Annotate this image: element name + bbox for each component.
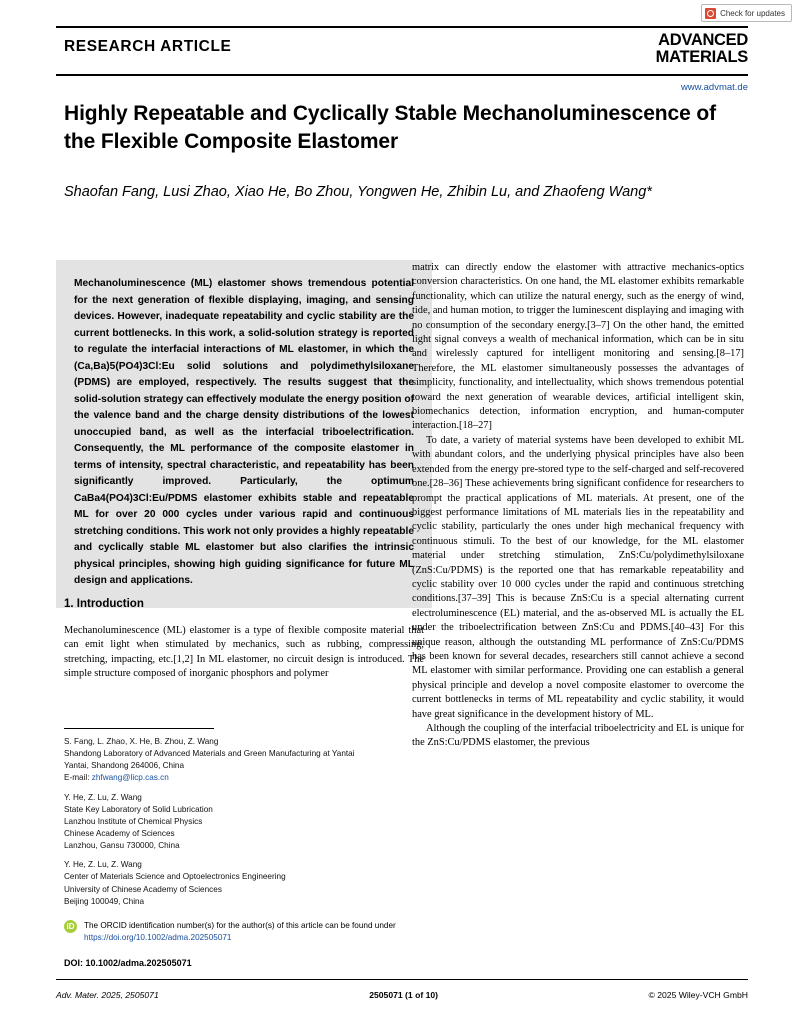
section-heading-introduction: 1. Introduction (64, 598, 144, 610)
header-rule-top (56, 26, 748, 28)
affiliation-line: Lanzhou, Gansu 730000, China (64, 841, 180, 851)
paragraph: matrix can directly endow the elastomer with attractive mechanics-optics conversion characteristics. On one hand, the ML elastomer exhibits remarkable functionality, which can utilize the natural energy, such as the energy of wind, tide, and human motion, to trigger the luminescent displaying and imaging with no consumption of the secondary energy.[3–7] On the other hand, the emitted light signal conveys a wealth of mechanical information, which can be in situ and wirelessly captured for intelligent monitoring and sensing.[8–17] Therefore, the ML elastomer simultaneously possesses the advantages of simplicity, functionality, and intellectuality, which shows tremendous potential toward the next generation of wearable devices, artificial intelligent skin, biomechanics detection, information encryption, and human-computer interaction.[18–27] (412, 262, 744, 432)
affiliation-email (64, 772, 424, 784)
orcid-icon: iD (64, 920, 77, 933)
email-link[interactable]: zhfwang@licp.cas.cn (91, 773, 169, 783)
check-for-updates-label: Check for updates (720, 8, 785, 18)
page-title: Highly Repeatable and Cyclically Stable Mechanoluminescence of the Flexible Composite Elastomer (64, 102, 717, 153)
journal-url-link[interactable]: www.advmat.de (680, 82, 748, 93)
orcid-doi-link[interactable]: https://doi.org/10.1002/adma.202505071 (84, 932, 232, 942)
affiliation-line: Beijing 100049, China (64, 896, 145, 906)
check-for-updates-badge[interactable] (701, 4, 792, 22)
footer-copyright: © 2025 Wiley-VCH GmbH (648, 990, 748, 1000)
abstract-text: Mechanoluminescence (ML) elastomer shows tremendous potential for the next generation of flexible displaying, imaging, and sensing devices. However, inadequate repeatability and cyclic stability are the current bottlenecks. In this work, a solid-solution strategy is reported to regulate the interfacial interactions of ML elastomer, in which the (Ca,Ba)5(PO4)3Cl:Eu solid solutions and polydimethylsiloxane (PDMS) are employed, respectively. The results suggest that the solid-solution strategy can effectively modulate the energy position of the valence band and the charge density distributions of the lowest unoccupied band, as well as the interfacial triboelectrification. Consequently, the ML performance of the composite elastomer in terms of intensity, spectral characteristic, and repeatability has been significantly improved. Particularly, the optimum CaBa4(PO4)3Cl:Eu/PDMS elastomer exhibits stable and repeatable ML for over 20 000 cycles under various rapid and continuous stretching conditions. This work not only provides a highly repeatable and cyclically stable ML elastomer but also clarifies the intrinsic physical principles, showing high guiding significance for future ML design and applications. (74, 278, 414, 587)
orcid-note-text: The ORCID identification number(s) for the author(s) of this article can be found under https://doi.org/10.1002/adma.202505071 (84, 921, 396, 942)
footer-citation: Adv. Mater. 2025, 2505071 (56, 990, 159, 1000)
affiliation-authors: S. Fang, L. Zhao, X. He, B. Zhou, Z. Wang (64, 737, 219, 746)
affiliation-line: Lanzhou Institute of Chemical Physics (64, 816, 203, 826)
affiliation-block (64, 728, 424, 915)
left-column-body (64, 624, 424, 682)
page-footer (56, 990, 748, 1000)
affiliation-line: State Key Laboratory of Solid Lubrication (64, 804, 213, 814)
affiliation-group (64, 859, 424, 908)
affiliation-line: Center of Materials Science and Optoelectronics Engineering (64, 872, 286, 882)
paragraph: Although the coupling of the interfacial triboelectricity and EL is unique for the ZnS:Cu/PDMS elastomer, the previous (412, 723, 744, 749)
abstract-box (56, 260, 432, 608)
affiliation-group (64, 736, 424, 785)
header-rule-bottom (56, 74, 748, 76)
affiliation-line: University of Chinese Academy of Sciences (64, 884, 222, 894)
affiliation-line: Chinese Academy of Sciences (64, 828, 175, 838)
affiliation-rule (64, 728, 214, 729)
affiliation-line: Yantai, Shandong 264006, China (64, 761, 185, 771)
affiliation-authors: Y. He, Z. Lu, Z. Wang (64, 792, 142, 802)
affiliation-authors: Y. He, Z. Lu, Z. Wang (64, 860, 142, 870)
footer-rule (56, 979, 748, 980)
journal-logo (656, 32, 748, 66)
right-column-body (412, 261, 744, 751)
paragraph: To date, a variety of material systems have been developed to exhibit ML with abundant colors, and the underlying physical principles have also been extended from the energy pre-stored type to the self-charged and self-recovered one.[28–36] These achievements bring significant confidence for researchers to prompt the practical applications of ML materials. At present, one of the biggest performance limitations of ML materials lies in the repeatability and cyclic stability, particularly the ones under high mechanical frequency with continuous stimuli. To the best of our knowledge, for the ML elastomer material under stretching stimulation, ZnS:Cu/polydimethylsiloxane (ZnS:Cu/PDMS) is the reported one that has remarkable repeatability and cyclic stability over 10 000 cycles under the rapid and continuous stretching conditions.[37–39] This is because ZnS:Cu is a special alternating current electroluminescence (EL) material, and the as-observed ML is actually the EL under the triboelectrification between ZnS:Cu and PDMS.[40–43] For this unique reason, although the outstanding ML performance of ZnS:Cu/PDMS has been known for several decades, researchers still cannot achieve a second ML elastomer with similar performance. Providing one can establish a general physical principle and develop a novel composite elastomer to overcome the current bottlenecks in terms of ML repeatability and cyclic stability, it would have great significance in the development history of ML. (412, 434, 744, 720)
page-header (56, 26, 748, 93)
refresh-circle-icon (705, 8, 716, 19)
journal-name-line1: ADVANCED (658, 31, 748, 49)
affiliation-group (64, 792, 424, 853)
email-label: E-mail: (64, 773, 90, 783)
footer-page-number: 2505071 (1 of 10) (369, 990, 439, 1000)
journal-name-line2: MATERIALS (655, 47, 748, 66)
affiliation-line: Shandong Laboratory of Advanced Materials and Green Manufacturing at Yantai (64, 749, 355, 759)
article-type-label: RESEARCH ARTICLE (64, 38, 232, 55)
orcid-note (64, 920, 424, 944)
doi-label: DOI: 10.1002/adma.202505071 (64, 958, 192, 968)
author-list: Shaofan Fang, Lusi Zhao, Xiao He, Bo Zhou, Yongwen He, Zhibin Lu, and Zhaofeng Wang* (64, 184, 652, 200)
paragraph: Mechanoluminescence (ML) elastomer is a type of flexible composite material that can emit light when stimulated by mechanics, such as rubbing, compressing, stretching, impacting, etc.[1,2] In ML elastomer, no circuit design is introduced. The simple structure composed of inorganic phosphors and polymer (64, 625, 424, 680)
